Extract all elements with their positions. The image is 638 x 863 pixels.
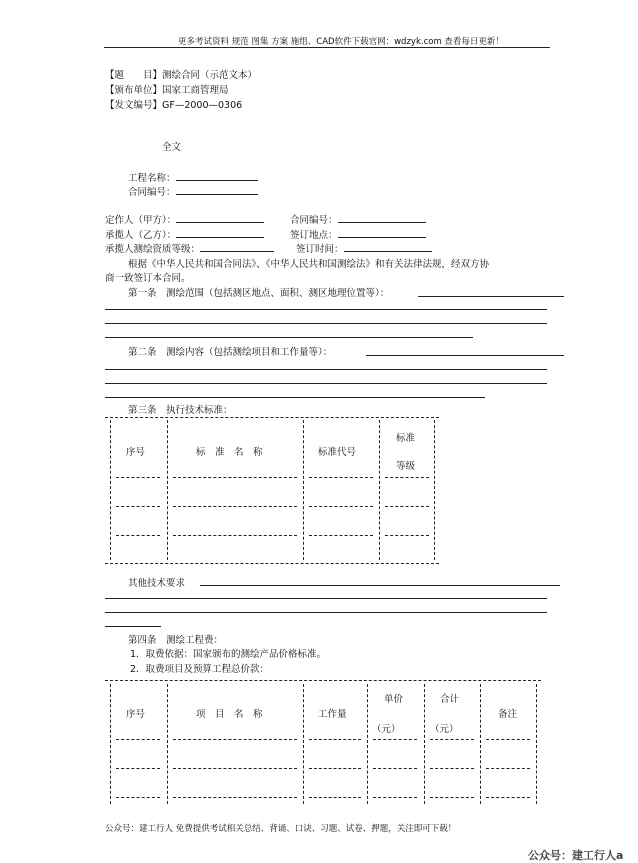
client-row <box>105 212 264 226</box>
table-col-divider <box>303 420 304 560</box>
cell-rule <box>116 535 160 536</box>
std-col-no: 序号 <box>126 447 146 458</box>
preamble-line-1: 根据《中华人民共和国合同法》、《中华人民共和国测绘法》和有关法律法规，经双方协 <box>128 259 490 270</box>
sign-time-label: 签订时间： <box>296 244 344 255</box>
table-col-divider <box>367 684 368 804</box>
table-rule <box>105 680 541 681</box>
cell-rule <box>173 535 297 536</box>
article-2: 第二条 测绘内容（包括测绘项目和工作量等）： <box>128 347 333 358</box>
cell-rule <box>486 739 530 740</box>
other-requirements: 其他技术要求 <box>128 578 186 589</box>
cell-rule <box>173 797 297 798</box>
article-2-line <box>105 397 485 398</box>
table-col-divider <box>536 684 537 804</box>
std-col-name: 标 准 名 称 <box>196 447 263 458</box>
article-1-line <box>105 309 547 310</box>
cell-rule <box>373 768 417 769</box>
contract-no-row-2 <box>290 212 426 226</box>
footer-text: 公众号：建工行人 免费提供考试相关总结、背诵、口诀、习题、试卷、押题，关注即可下载！ <box>105 824 457 834</box>
article-2-line <box>105 383 547 384</box>
contract-no-row <box>128 184 258 198</box>
cell-rule <box>173 768 297 769</box>
header-rule <box>104 47 550 48</box>
project-name-blank <box>176 171 258 181</box>
table-col-divider <box>110 684 111 804</box>
table-rule <box>105 563 439 564</box>
sign-time-row <box>296 241 432 255</box>
fee-col-price-top: 单价 <box>384 694 404 705</box>
cell-rule <box>309 506 373 507</box>
watermark: 公众号：建工行人a <box>528 849 624 862</box>
cell-rule <box>385 535 429 536</box>
article-4: 第四条 测绘工程费： <box>128 635 224 646</box>
cell-rule <box>116 477 160 478</box>
table-col-divider <box>434 420 435 560</box>
cell-rule <box>373 797 417 798</box>
cell-rule <box>309 739 361 740</box>
header-banner: 更多考试资料 规范 图集 方案 施组、CAD软件下载官网：wdzyk.com 查看每日更新！ <box>178 37 504 47</box>
fee-col-qty: 工作量 <box>318 709 347 720</box>
cell-rule <box>173 477 297 478</box>
article-1-line <box>105 323 547 324</box>
project-name-label: 工程名称： <box>128 173 176 184</box>
fee-col-total-top: 合计 <box>440 694 460 705</box>
article-1-blank <box>418 296 564 297</box>
table-col-divider <box>303 684 304 804</box>
cell-rule <box>430 797 474 798</box>
doc-number: 【发文编号】GF—2000—0306 <box>105 100 243 111</box>
cell-rule <box>116 768 160 769</box>
sign-place-blank <box>338 228 426 238</box>
article-3: 第三条 执行技术标准： <box>128 405 233 416</box>
cell-rule <box>430 768 474 769</box>
article-2-line <box>105 369 547 370</box>
fee-col-price-bottom: （元） <box>372 724 401 735</box>
qualification-row <box>105 241 274 255</box>
cell-rule <box>309 535 373 536</box>
sign-time-blank <box>344 242 432 252</box>
sign-place-row <box>290 227 426 241</box>
other-req-line <box>105 626 161 627</box>
fee-col-item: 项 目 名 称 <box>196 709 263 720</box>
other-req-blank <box>200 585 560 586</box>
cell-rule <box>486 768 530 769</box>
full-text-label: 全文 <box>162 142 182 153</box>
other-req-line <box>105 612 547 613</box>
sign-place-label: 签订地点： <box>290 230 338 241</box>
contract-no-label-2: 合同编号： <box>290 215 338 226</box>
cell-rule <box>430 739 474 740</box>
cell-rule <box>385 477 429 478</box>
cell-rule <box>309 477 373 478</box>
contractor-label: 承揽人（乙方）： <box>105 230 177 241</box>
article-2-blank <box>366 355 564 356</box>
table-col-divider <box>424 684 425 804</box>
qualification-blank <box>200 242 274 252</box>
cell-rule <box>373 739 417 740</box>
cell-rule <box>385 506 429 507</box>
qualification-label: 承揽人测绘资质等级： <box>105 244 201 255</box>
contract-no-blank <box>176 185 258 195</box>
article-1: 第一条 测绘范围（包括测区地点、面积、测区地理位置等）： <box>128 288 390 299</box>
fee-col-total-bottom: （元） <box>430 724 459 735</box>
fee-col-remark: 备注 <box>498 709 518 720</box>
table-col-divider <box>379 420 380 560</box>
table-col-divider <box>167 684 168 804</box>
std-col-level-bottom: 等级 <box>396 461 416 472</box>
doc-issuer: 【颁布单位】国家工商管理局 <box>105 85 229 96</box>
client-label: 定作人（甲方）： <box>105 215 177 226</box>
contractor-row <box>105 227 264 241</box>
table-rule <box>105 417 439 418</box>
cell-rule <box>486 797 530 798</box>
table-col-divider <box>480 684 481 804</box>
cell-rule <box>173 739 297 740</box>
contract-no-blank-2 <box>338 213 426 223</box>
std-col-level-top: 标准 <box>396 433 416 444</box>
cell-rule <box>116 797 160 798</box>
preamble-line-2: 商一致签订本合同。 <box>105 273 191 284</box>
doc-title: 【题 目】测绘合同（示范文本） <box>105 70 258 81</box>
project-name-row <box>128 170 258 184</box>
fee-col-no: 序号 <box>126 709 146 720</box>
cell-rule <box>116 739 160 740</box>
contractor-blank <box>176 228 264 238</box>
contract-no-label: 合同编号： <box>128 187 176 198</box>
std-col-code: 标准代号 <box>318 447 357 458</box>
cell-rule <box>309 768 361 769</box>
table-col-divider <box>167 420 168 560</box>
fee-item-2: 2．取费项目及预算工程总价款： <box>130 664 270 675</box>
table-col-divider <box>110 420 111 560</box>
article-1-line <box>105 337 473 338</box>
client-blank <box>176 213 264 223</box>
cell-rule <box>173 506 297 507</box>
cell-rule <box>309 797 361 798</box>
other-req-line <box>105 598 547 599</box>
cell-rule <box>116 506 160 507</box>
fee-item-1: 1．取费依据：国家颁布的测绘产品价格标准。 <box>130 649 327 660</box>
